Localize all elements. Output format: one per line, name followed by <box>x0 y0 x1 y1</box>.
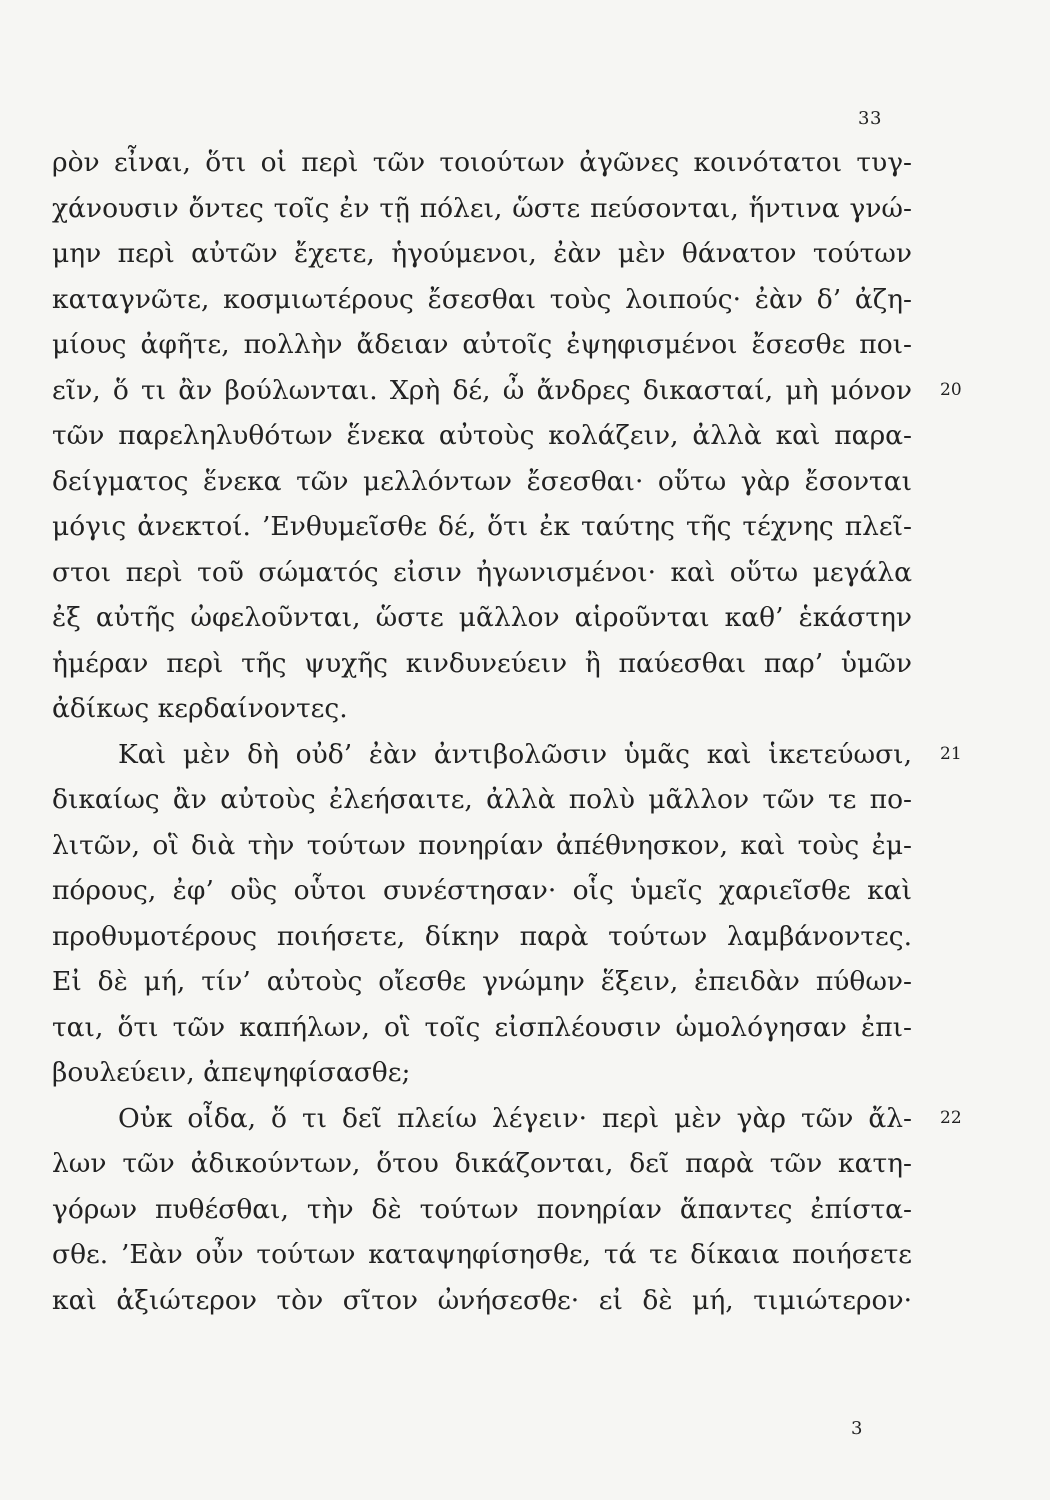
text-line-content: δικαίως ἂν αὐτοὺς ἐλεήσαιτε, ἀλλὰ πολὺ μᾶλλον τῶν τε πο- <box>52 784 912 815</box>
body-text <box>52 140 962 1323</box>
section-number: 20 <box>940 379 962 400</box>
text-line-content: Εἰ δὲ μή, τίν’ αὐτοὺς οἴεσθε γνώμην ἕξειν, ἐπειδὰν πύθων- <box>52 966 912 997</box>
text-line-content: δείγματος ἕνεκα τῶν μελλόντων ἔσεσθαι· οὕτω γὰρ ἔσονται <box>52 465 912 497</box>
text-line <box>52 1278 912 1324</box>
text-line <box>52 1141 912 1187</box>
text-line <box>52 186 912 232</box>
text-line-content: Καὶ μὲν δὴ οὐδ’ ἐὰν ἀντιβολῶσιν ὑμᾶς καὶ ἱκετεύωσι, <box>118 738 912 770</box>
text-line <box>52 1050 912 1096</box>
text-line-content: προθυμοτέρους ποιήσετε, δίκην παρὰ τούτων λαμβάνοντες. <box>52 920 912 952</box>
text-line-content: καταγνῶτε, κοσμιωτέρους ἔσεσθαι τοὺς λοιπούς· ἐὰν δ’ ἀζη- <box>52 283 912 315</box>
text-line-content: ἐξ αὐτῆς ὠφελοῦνται, ὥστε μᾶλλον αἱροῦνται καθ’ ἑκάστην <box>52 602 912 633</box>
text-line-content: μίους ἀφῆτε, πολλὴν ἄδειαν αὐτοῖς ἐψηφισμένοι ἔσεσθε ποι- <box>52 329 912 360</box>
text-line <box>52 686 912 732</box>
text-line <box>52 1187 912 1233</box>
text-line <box>52 732 962 778</box>
text-line-content: ρὸν εἶναι, ὅτι οἱ περὶ τῶν τοιούτων ἀγῶνες κοινότατοι τυγ- <box>52 147 912 178</box>
text-line <box>52 823 912 869</box>
text-line-content: μόγις ἀνεκτοί. ’Ενθυμεῖσθε δέ, ὅτι ἐκ ταύτης τῆς τέχνης πλεῖ- <box>52 511 912 542</box>
text-line-content: πόρους, ἐφ’ οὓς οὗτοι συνέστησαν· οἷς ὑμεῖς χαριεῖσθε καὶ <box>52 875 912 906</box>
signature-mark: 3 <box>851 1418 863 1439</box>
text-line <box>52 1005 912 1051</box>
text-line <box>52 959 912 1005</box>
text-line <box>52 1232 912 1278</box>
section-number: 22 <box>940 1107 962 1128</box>
text-line <box>52 459 912 505</box>
text-line <box>52 504 912 550</box>
text-line <box>52 777 912 823</box>
text-line <box>52 641 912 687</box>
text-line <box>52 595 912 641</box>
text-line <box>52 550 912 596</box>
text-line <box>52 368 962 414</box>
text-line-content: λιτῶν, οἳ διὰ τὴν τούτων πονηρίαν ἀπέθνησκον, καὶ τοὺς ἐμ- <box>52 829 912 861</box>
text-line <box>52 1096 962 1142</box>
text-line-content: ται, ὅτι τῶν καπήλων, οἳ τοῖς εἰσπλέουσιν ὡμολόγησαν ἐπι- <box>52 1011 912 1043</box>
text-line <box>52 231 912 277</box>
text-line-content: σθε. ’Εὰν οὖν τούτων καταψηφίσησθε, τά τε δίκαια ποιήσετε <box>52 1239 912 1270</box>
text-line-content: ἀδίκως κερδαίνοντες. <box>52 693 348 724</box>
text-line-content: τῶν παρεληλυθότων ἕνεκα αὐτοὺς κολάζειν, ἀλλὰ καὶ παρα- <box>52 420 912 451</box>
text-line <box>52 914 912 960</box>
text-line-content: χάνουσιν ὄντες τοῖς ἐν τῇ πόλει, ὥστε πεύσονται, ἥντινα γνώ- <box>52 192 912 224</box>
text-line-content: βουλεύειν, ἀπεψηφίσασθε; <box>52 1057 411 1088</box>
text-line-content: καὶ ἀξιώτερον τὸν σῖτον ὠνήσεσθε· εἰ δὲ μή, τιμιώτερον· <box>52 1284 912 1316</box>
text-line <box>52 277 912 323</box>
text-line <box>52 322 912 368</box>
text-line <box>52 413 912 459</box>
text-line-content: στοι περὶ τοῦ σώματός εἰσιν ἠγωνισμένοι· καὶ οὕτω μεγάλα <box>52 556 912 588</box>
text-line <box>52 868 912 914</box>
text-line-content: εῖν, ὅ τι ἂν βούλωνται. Χρὴ δέ, ὦ ἄνδρες δικασταί, μὴ μόνον <box>52 374 912 406</box>
text-line-content: λων τῶν ἀδικούντων, ὅτου δικάζονται, δεῖ παρὰ τῶν κατη- <box>52 1148 912 1179</box>
text-line-content: Οὐκ οἶδα, ὅ τι δεῖ πλείω λέγειν· περὶ μὲν γὰρ τῶν ἄλ- <box>118 1102 912 1134</box>
section-number: 21 <box>940 743 962 764</box>
text-line <box>52 140 912 186</box>
text-line-content: ἡμέραν περὶ τῆς ψυχῆς κινδυνεύειν ἢ παύεσθαι παρ’ ὑμῶν <box>52 647 912 679</box>
page-number: 33 <box>858 108 882 129</box>
text-line-content: μην περὶ αὐτῶν ἔχετε, ἡγούμενοι, ἐὰν μὲν θάνατον τούτων <box>52 238 912 269</box>
text-line-content: γόρων πυθέσθαι, τὴν δὲ τούτων πονηρίαν ἅπαντες ἐπίστα- <box>52 1193 912 1225</box>
